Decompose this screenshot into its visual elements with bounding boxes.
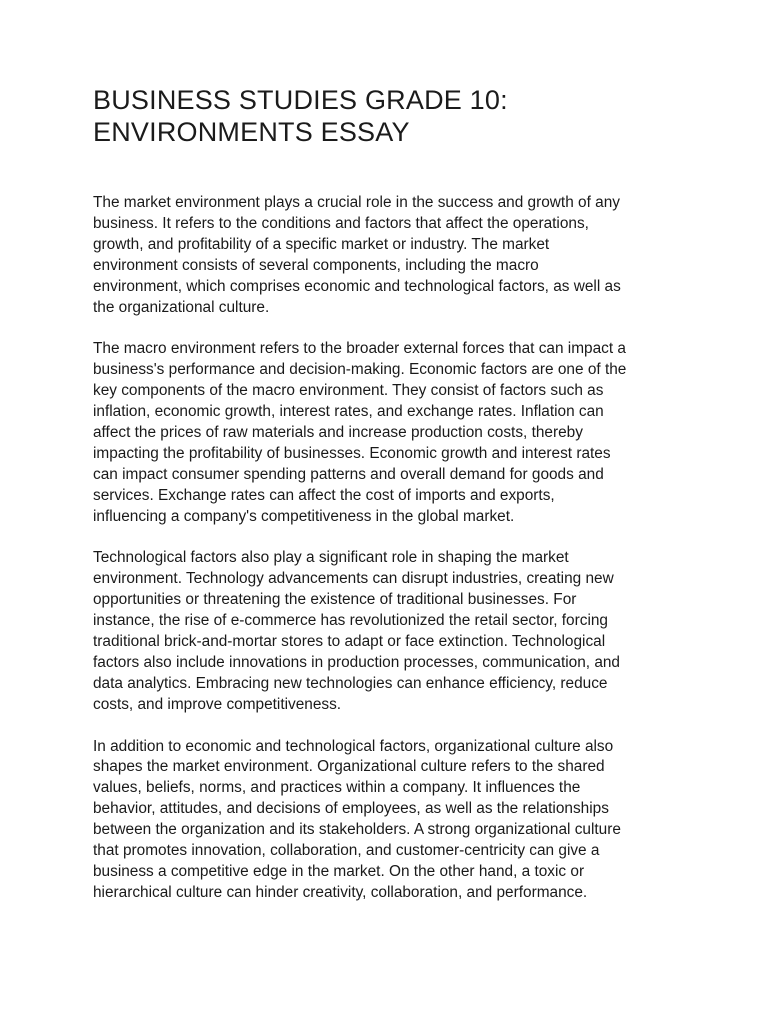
- text-line: between the organization and its stakeholders. A strong organizational culture: [93, 821, 621, 839]
- text-line: environment. Technology advancements can disrupt industries, creating new: [93, 570, 614, 588]
- text-line: costs, and improve competitiveness.: [93, 695, 342, 713]
- text-line: In addition to economic and technological factors, organizational culture also: [93, 737, 614, 755]
- text-line: business's performance and decision-making. Economic factors are one of the: [93, 361, 627, 379]
- text-line: the organizational culture.: [93, 298, 270, 316]
- text-line: shapes the market environment. Organizational culture refers to the shared: [93, 758, 605, 776]
- text-line: The market environment plays a crucial role in the success and growth of any: [93, 194, 620, 211]
- text-line: influencing a company's competitiveness in the global market.: [93, 507, 515, 525]
- text-line: key components of the macro environment. They consist of factors such as: [93, 382, 604, 400]
- text-line: factors also include innovations in production processes, communication, and: [93, 653, 620, 671]
- paragraph-organizational-culture: [93, 737, 683, 904]
- text-line: instance, the rise of e-commerce has revolutionized the retail sector, forcing: [93, 612, 608, 630]
- paragraph-market-environment: [93, 193, 683, 318]
- text-line: business. It refers to the conditions and factors that affect the operations,: [93, 214, 589, 232]
- text-line: growth, and profitability of a specific market or industry. The market: [93, 235, 550, 253]
- text-line: data analytics. Embracing new technologies can enhance efficiency, reduce: [93, 674, 608, 692]
- document-title: [93, 84, 683, 148]
- text-line: traditional brick-and-mortar stores to adapt or face extinction. Technological: [93, 633, 606, 650]
- text-line: business a competitive edge in the market. On the other hand, a toxic or: [93, 862, 585, 880]
- paragraph-technological-factors: [93, 548, 683, 715]
- text-line: can impact consumer spending patterns and overall demand for goods and: [93, 465, 604, 483]
- text-line: environment consists of several components, including the macro: [93, 256, 539, 274]
- text-line: inflation, economic growth, interest rates, and exchange rates. Inflation can: [93, 403, 604, 421]
- document-page: [93, 84, 683, 925]
- text-line: affect the prices of raw materials and increase production costs, thereby: [93, 423, 583, 441]
- text-line: services. Exchange rates can affect the cost of imports and exports,: [93, 486, 555, 504]
- title-line: BUSINESS STUDIES GRADE 10:: [93, 85, 508, 115]
- text-line: The macro environment refers to the broader external forces that can impact a: [93, 340, 626, 358]
- title-line: ENVIRONMENTS ESSAY: [93, 117, 410, 147]
- text-line: values, beliefs, norms, and practices within a company. It influences the: [93, 779, 581, 797]
- text-line: Technological factors also play a significant role in shaping the market: [93, 549, 569, 567]
- text-line: that promotes innovation, collaboration, and customer-centricity can give a: [93, 842, 600, 860]
- text-line: environment, which comprises economic and technological factors, as well as: [93, 277, 621, 295]
- text-line: opportunities or threatening the existence of traditional businesses. For: [93, 591, 577, 609]
- paragraph-macro-environment: [93, 339, 683, 527]
- text-line: hierarchical culture can hinder creativity, collaboration, and performance.: [93, 883, 588, 901]
- text-line: impacting the profitability of businesses. Economic growth and interest rates: [93, 444, 611, 462]
- text-line: behavior, attitudes, and decisions of employees, as well as the relationships: [93, 800, 609, 818]
